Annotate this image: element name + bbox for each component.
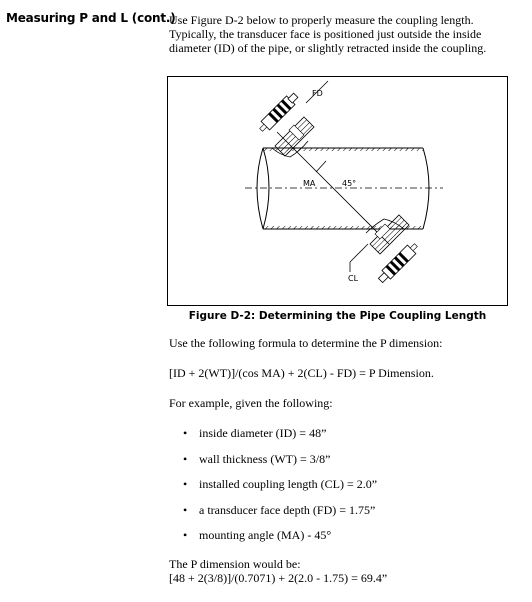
formula-intro: Use the following formula to determine the P dimension:: [169, 336, 443, 350]
figure-d2: [167, 76, 508, 306]
given-values-list: [183, 426, 377, 554]
list-item: • wall thickness (WT) = 3/8”: [183, 452, 377, 478]
ma-marker: [316, 161, 326, 172]
result-line-1: The P dimension would be:: [169, 557, 301, 571]
fd-label: FD: [312, 89, 323, 98]
figure-caption: Figure D-2: Determining the Pipe Coupling Length: [188, 310, 487, 322]
cl-label: CL: [348, 274, 359, 283]
result-line-2: [48 + 2(3/8)]/(0.7071) + 2(2.0 - 1.75) = 69.4”: [169, 571, 388, 585]
list-item: • inside diameter (ID) = 48”: [183, 426, 377, 452]
pipe-coupling-diagram: [168, 77, 509, 307]
lower-coupling: [366, 215, 409, 254]
formula: [ID + 2(WT)]/(cos MA) + 2(CL) - FD) = P Dimension.: [169, 366, 434, 380]
pipe: [257, 148, 429, 229]
list-item: • installed coupling length (CL) = 2.0”: [183, 477, 377, 503]
example-intro: For example, given the following:: [169, 396, 333, 410]
cl-leader: [350, 244, 368, 262]
section-heading: Measuring P and L (cont.): [6, 11, 176, 25]
intro-paragraph: Use Figure D-2 below to properly measure the coupling length. Typically, the transducer face is positioned just outside the inside diameter (ID) of the pipe, or slightly retracted inside the coupling.: [169, 13, 487, 55]
result-text: [169, 557, 517, 585]
ma-label: MA: [303, 179, 316, 188]
list-item: • mounting angle (MA) - 45°: [183, 528, 377, 554]
list-item: • a transducer face depth (FD) = 1.75”: [183, 503, 377, 529]
angle-label: 45°: [342, 179, 357, 188]
